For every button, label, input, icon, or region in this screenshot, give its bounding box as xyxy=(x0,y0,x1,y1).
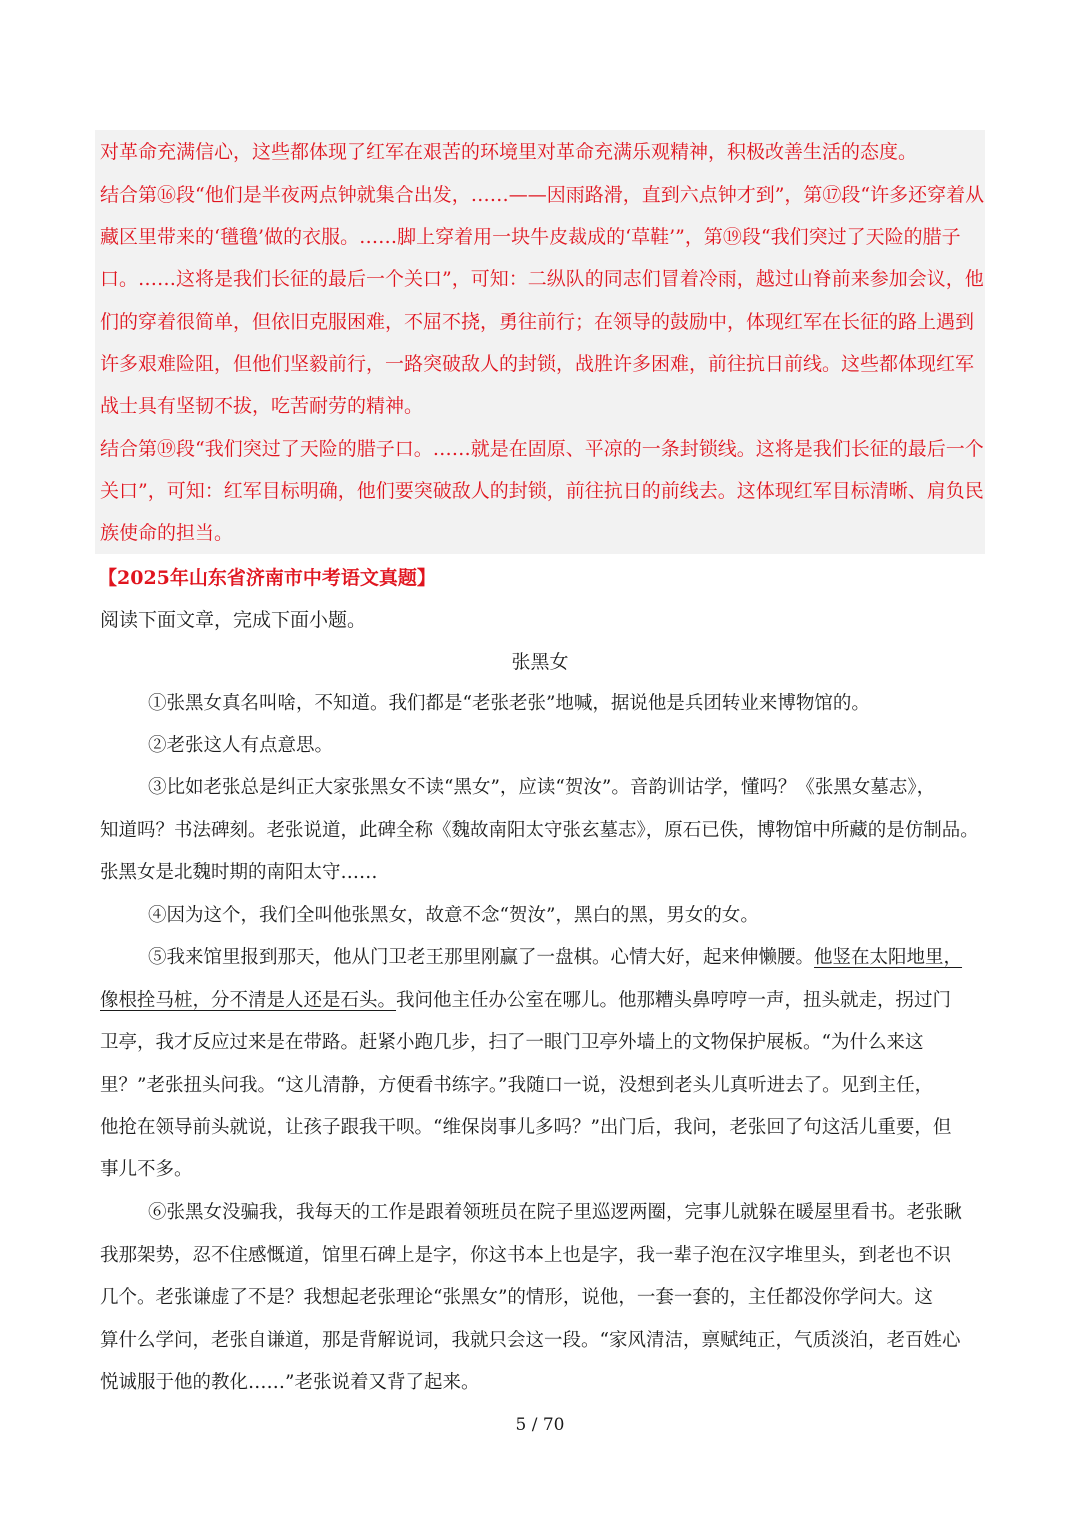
paragraph-text: ⑤我来馆里报到那天，他从门卫老王那里刚赢了一盘棋。心情大好，起来伸懒腰。 xyxy=(148,947,815,968)
paragraph-line: 知道吗？书法碑刻。老张说道，此碑全称《魏故南阳太守张玄墓志》，原石已佚，博物馆中所藏的是仿制品。 xyxy=(100,820,979,841)
paragraph-line: 他抢在领导前头就说，让孩子跟我干呗。“维保岗事儿多吗？”出门后，我问，老张回了句这活儿重要，但 xyxy=(100,1117,952,1138)
answer-line: 对革命充满信心，这些都体现了红军在艰苦的环境里对革命充满乐观精神，积极改善生活的态度。 xyxy=(100,141,918,163)
paragraph-line: 我那架势，忍不住感慨道，馆里石碑上是字，你这书本上也是字，我一辈子泡在汉字堆里头，到老也不识 xyxy=(100,1245,952,1266)
paragraph-line xyxy=(148,946,962,970)
answer-line: 们的穿着很简单，但依旧克服困难，不屈不挠，勇往前行；在领导的鼓励中，体现红军在长征的路上遇到 xyxy=(100,311,975,333)
paragraph-line: 几个。老张谦虚了不是？我想起老张理论“张黑女”的情形，说他，一套一套的，主任都没你学问大。这 xyxy=(100,1287,933,1308)
paragraph-line: ⑥张黑女没骗我，我每天的工作是跟着领班员在院子里巡逻两圈，完事儿就躲在暖屋里看书。老张瞅 xyxy=(148,1202,963,1223)
paragraph-line: 卫亭，我才反应过来是在带路。赶紧小跑几步，扫了一眼门卫亭外墙上的文物保护展板。“为什么来这 xyxy=(100,1032,924,1053)
answer-line: 结合第⑲段“我们突过了天险的腊子口。……就是在固原、平凉的一条封锁线。这将是我们长征的最后一个 xyxy=(100,438,984,460)
paragraph-line: ①张黑女真名叫啥，不知道。我们都是“老张老张”地喊，据说他是兵团转业来博物馆的。 xyxy=(148,693,870,714)
answer-line: 战士具有坚韧不拔，吃苦耐劳的精神。 xyxy=(100,395,424,417)
answer-line: 族使命的担当。 xyxy=(100,522,234,544)
paragraph-line: 算什么学问，老张自谦道，那是背解说词，我就只会这一段。“家风清洁，禀赋纯正，气质淡泊，老百姓心 xyxy=(100,1330,961,1351)
instruction-text: 阅读下面文章，完成下面小题。 xyxy=(100,609,367,631)
answer-line: 关口”，可知：红军目标明确，他们要突破敌人的封锁，前往抗日的前线去。这体现红军目标清晰、肩负民 xyxy=(100,480,984,502)
underlined-sentence: 他竖在太阳地里， xyxy=(814,947,963,968)
paragraph-line: 里？”老张扭头问我。“这儿清静，方便看书练字。”我随口一说，没想到老头儿真听进去了。见到主任， xyxy=(100,1075,934,1096)
answer-line: 结合第⑯段“他们是半夜两点钟就集合出发，……——因雨路滑，直到六点钟才到”，第⑰段“许多还穿着从 xyxy=(100,184,985,206)
paragraph-line: 悦诚服于他的教化……”老张说着又背了起来。 xyxy=(100,1372,480,1393)
section-heading: 【2025年山东省济南市中考语文真题】 xyxy=(98,567,436,589)
article-title: 张黑女 xyxy=(511,651,569,673)
page-number: 5 / 70 xyxy=(515,1415,565,1435)
paragraph-line: 张黑女是北魏时期的南阳太守…… xyxy=(100,862,378,883)
paragraph-line xyxy=(100,989,951,1013)
paragraph-line: ④因为这个，我们全叫他张黑女，故意不念“贺汝”，黑白的黑，男女的女。 xyxy=(148,905,759,926)
answer-line: 口。……这将是我们长征的最后一个关口”，可知：二纵队的同志们冒着冷雨，越过山脊前来参加会议，他 xyxy=(100,268,984,290)
paragraph-line: ②老张这人有点意思。 xyxy=(148,735,334,756)
answer-line: 藏区里带来的‘氆氇’做的衣服。……脚上穿着用一块牛皮裁成的‘草鞋’”，第⑲段“我们突过了天险的腊子 xyxy=(100,226,961,248)
underlined-sentence: 像根拴马桩，分不清是人还是石头。 xyxy=(100,990,397,1011)
paragraph-line: 事儿不多。 xyxy=(100,1159,193,1180)
paragraph-text: 我问他主任办公室在哪儿。他那糟头鼻哼哼一声，扭头就走，拐过门 xyxy=(396,990,952,1011)
answer-line: 许多艰难险阻，但他们坚毅前行，一路突破敌人的封锁，战胜许多困难，前往抗日前线。这些都体现红军 xyxy=(100,353,975,375)
paragraph-line: ③比如老张总是纠正大家张黑女不读“黑女”，应读“贺汝”。音韵训诂学，懂吗？《张黑女墓志》， xyxy=(148,777,936,798)
